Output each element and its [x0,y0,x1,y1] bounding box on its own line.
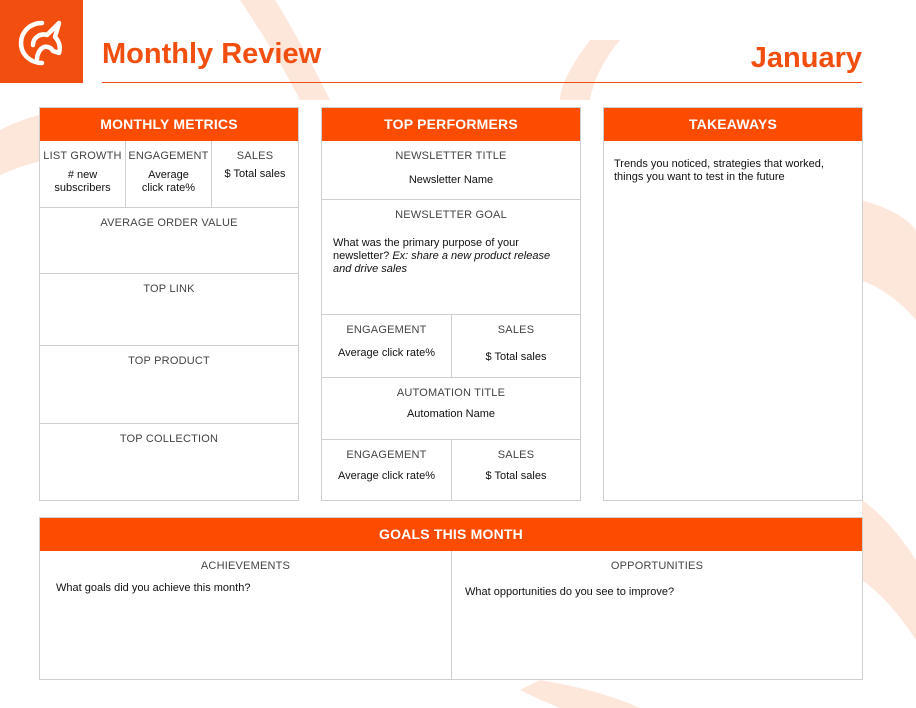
engagement-value: Average click rate% [141,169,196,194]
top-performers-panel [321,107,581,501]
newsletter-goal-example: Ex: share a new product release and drive sales [333,250,551,275]
average-order-value-cell[interactable] [40,207,298,273]
engagement-label: ENGAGEMENT [128,150,209,162]
top-collection-label: TOP COLLECTION [119,433,219,445]
unicorn-logo-icon [15,15,69,69]
takeaways-header: TAKEAWAYS [604,108,862,141]
list-growth-value: # new subscribers [54,169,111,194]
automation-sales-value: $ Total sales [485,470,547,482]
newsletter-title-label: NEWSLETTER TITLE [395,150,507,162]
newsletter-engagement-cell[interactable] [322,315,451,377]
automation-title-cell[interactable] [322,377,580,439]
top-product-cell[interactable] [40,345,298,423]
list-growth-label: LIST GROWTH [43,150,122,162]
top-performers-header: TOP PERFORMERS [322,108,580,141]
newsletter-goal-text [333,237,566,276]
list-growth-cell[interactable] [40,141,125,207]
newsletter-sales-value: $ Total sales [485,351,547,363]
achievements-label: ACHIEVEMENTS [200,560,291,572]
header-divider [102,82,862,83]
monthly-metrics-header: MONTHLY METRICS [40,108,298,141]
engagement-cell[interactable] [126,141,211,207]
monthly-metrics-panel [39,107,299,501]
newsletter-name: Newsletter Name [408,174,494,186]
achievements-text: What goals did you achieve this month? [56,582,251,594]
newsletter-goal-cell[interactable] [322,199,580,314]
top-collection-cell[interactable] [40,423,298,500]
newsletter-sales-cell[interactable] [452,315,580,377]
automation-engagement-cell[interactable] [322,440,451,501]
takeaways-panel [603,107,863,501]
automation-engagement-value: Average click rate% [337,470,435,482]
average-order-value-label: AVERAGE ORDER VALUE [100,217,238,229]
goals-header: GOALS THIS MONTH [40,518,862,551]
newsletter-engagement-value: Average click rate% [337,347,435,359]
automation-sales-cell[interactable] [452,440,580,501]
top-link-cell[interactable] [40,273,298,345]
newsletter-title-cell[interactable] [322,141,580,199]
opportunities-text: What opportunities do you see to improve? [465,586,675,598]
automation-title-label: AUTOMATION TITLE [396,387,506,399]
sales-label: SALES [236,150,274,162]
automation-sales-label: SALES [497,449,535,461]
top-product-label: TOP PRODUCT [128,355,210,367]
automation-name: Automation Name [406,408,496,420]
automation-stats-row [322,439,580,500]
achievements-cell[interactable] [40,551,451,679]
top-link-label: TOP LINK [143,283,195,295]
goals-panel [39,517,863,680]
newsletter-stats-row [322,314,580,377]
brand-logo [0,0,83,83]
newsletter-goal-question: What was the primary purpose of your newsletter? [333,237,519,262]
month-label: January [750,42,862,74]
opportunities-label: OPPORTUNITIES [610,560,704,572]
newsletter-sales-label: SALES [497,324,535,336]
metrics-summary-row [40,141,298,207]
page-title: Monthly Review [102,38,322,70]
sales-cell[interactable] [212,141,298,207]
automation-engagement-label: ENGAGEMENT [346,449,427,461]
opportunities-cell[interactable] [452,551,862,679]
newsletter-goal-label: NEWSLETTER GOAL [395,209,507,221]
newsletter-engagement-label: ENGAGEMENT [346,324,427,336]
takeaways-text[interactable]: Trends you noticed, strategies that worked, things you want to test in the future [614,158,824,183]
sales-value: $ Total sales [224,168,286,180]
